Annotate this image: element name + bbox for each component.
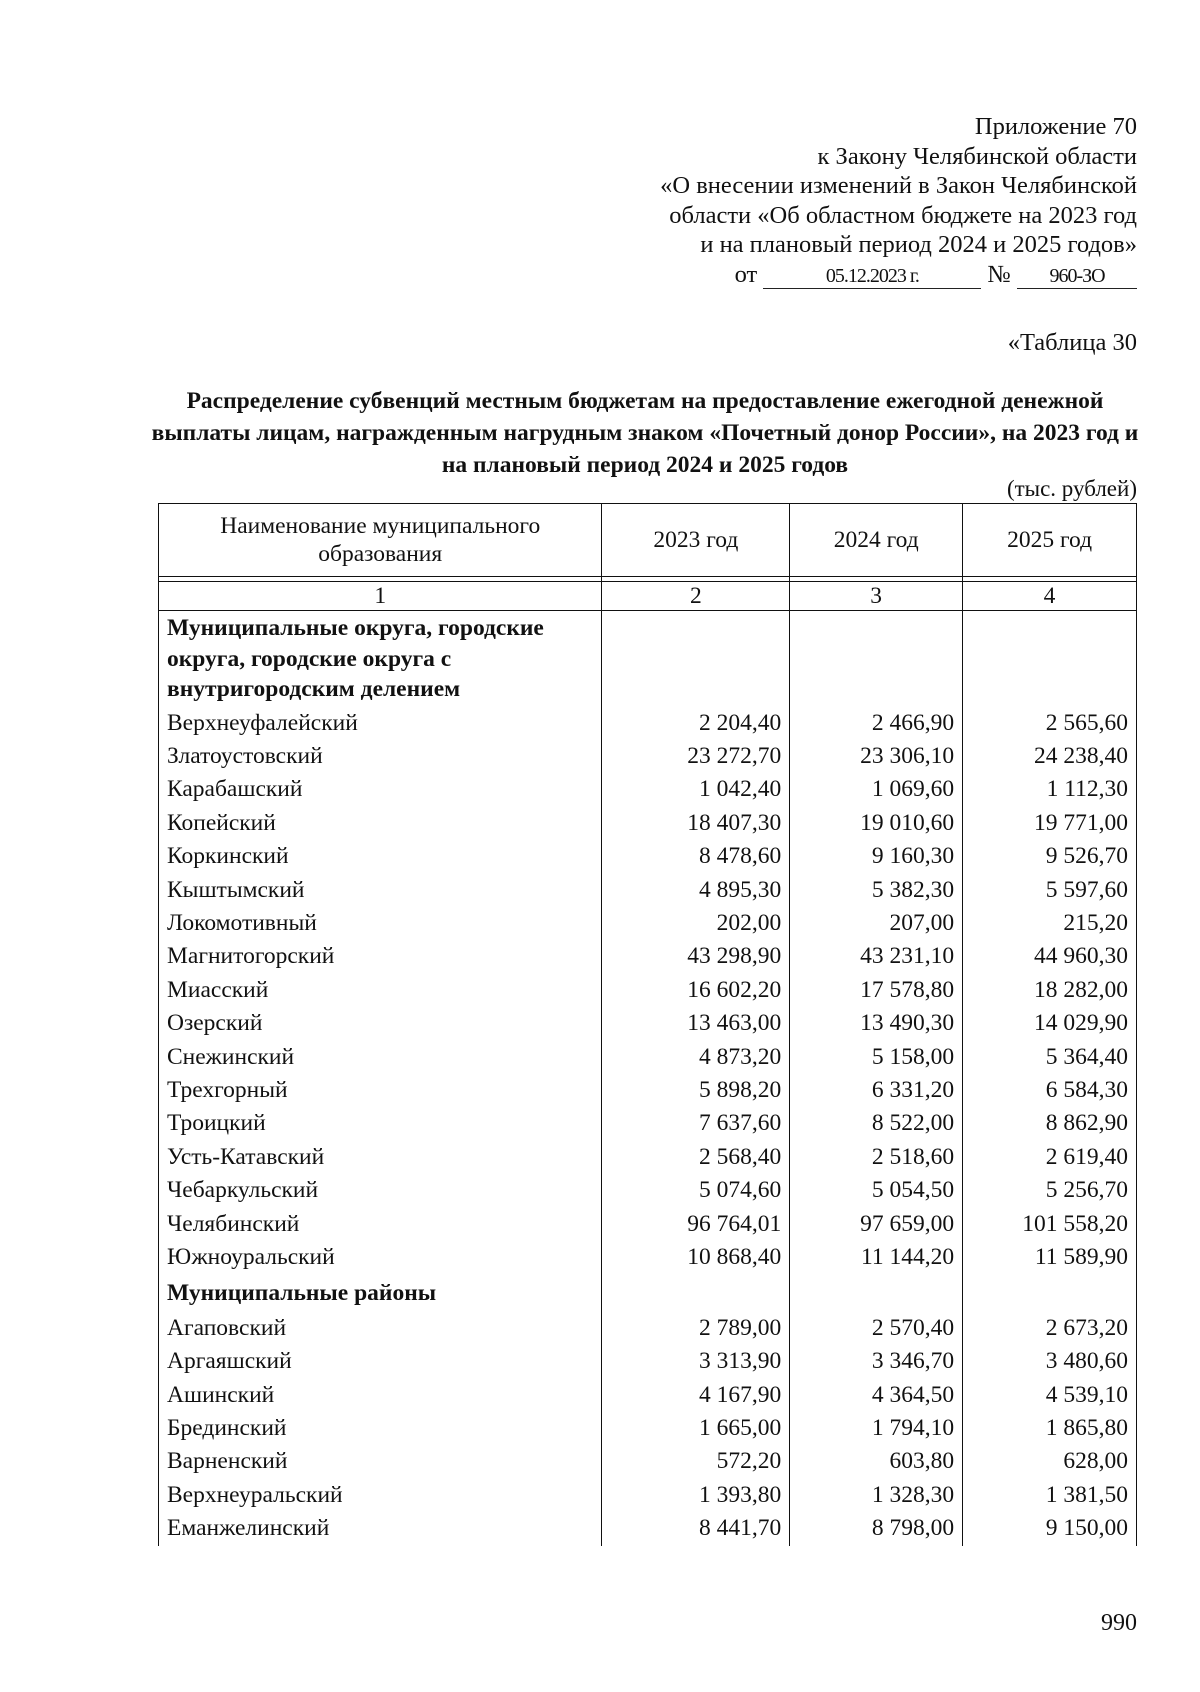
law-title-line-3: и на плановый период 2024 и 2025 годов» [700,231,1137,258]
value-2025: 5 364,40 [963,1041,1137,1074]
table-row [159,1512,1137,1545]
document-title: Распределение субвенций местным бюджетам на предоставление ежегодной денежной выплаты лицам, награжденным нагрудным знаком «Почетный донор России», на 2023 год и на плановый период 2024 и 2025 годов [151,388,1139,478]
value-2024: 3 346,70 [790,1345,963,1378]
municipality-name: Муниципальные округа, городские округа, городские округа с внутригородским делением [159,611,602,707]
municipality-name: Магнитогорский [159,940,602,973]
table-row [159,874,1137,907]
value-2023: 18 407,30 [602,807,790,840]
municipality-name: Верхнеуральский [159,1479,602,1512]
municipality-name: Кыштымский [159,874,602,907]
value-2023: 4 895,30 [602,874,790,907]
municipality-name: Муниципальные районы [159,1274,602,1311]
municipality-name: Усть-Катавский [159,1141,602,1174]
municipality-name: Ашинский [159,1379,602,1412]
section-row [159,1274,1137,1311]
table-row [159,1241,1137,1274]
value-2023: 1 393,80 [602,1479,790,1512]
value-2023: 43 298,90 [602,940,790,973]
value-2025: 2 673,20 [963,1312,1137,1345]
value-2025: 1 865,80 [963,1412,1137,1445]
value-2024: 1 328,30 [790,1479,963,1512]
value-2025: 4 539,10 [963,1379,1137,1412]
table-row [159,1412,1137,1445]
value-2024: 43 231,10 [790,940,963,973]
value-2024: 603,80 [790,1445,963,1478]
header-2024: 2024 год [790,504,963,577]
municipality-name: Еманжелинский [159,1512,602,1545]
header-2025: 2025 год [963,504,1137,577]
value-2025: 3 480,60 [963,1345,1137,1378]
municipality-name: Брединский [159,1412,602,1445]
table-row [159,807,1137,840]
value-2023: 1 665,00 [602,1412,790,1445]
value-2025: 9 150,00 [963,1512,1137,1545]
municipality-name: Варненский [159,1445,602,1478]
table-row [159,1312,1137,1345]
law-title-line-1: «О внесении изменений в Закон Челябинской [660,172,1137,199]
value-2024: 5 054,50 [790,1174,963,1207]
value-2024: 5 382,30 [790,874,963,907]
value-2025: 8 862,90 [963,1107,1137,1140]
table-row [159,1107,1137,1140]
value-2023 [602,611,790,707]
value-2025: 628,00 [963,1445,1137,1478]
table-row [159,840,1137,873]
column-number: 3 [790,582,963,611]
value-2024 [790,611,963,707]
value-2024: 8 798,00 [790,1512,963,1545]
value-2024: 2 518,60 [790,1141,963,1174]
value-2023: 572,20 [602,1445,790,1478]
value-2023: 5 074,60 [602,1174,790,1207]
value-2025: 6 584,30 [963,1074,1137,1107]
column-number: 4 [963,582,1137,611]
law-number: 960-ЗО [1017,264,1137,289]
value-2024: 4 364,50 [790,1379,963,1412]
value-2024: 207,00 [790,907,963,940]
value-2023: 16 602,20 [602,974,790,1007]
municipality-name: Коркинский [159,840,602,873]
value-2025: 14 029,90 [963,1007,1137,1040]
table-row [159,1479,1137,1512]
table-row [159,1074,1137,1107]
table-row [159,1174,1137,1207]
table-row [159,907,1137,940]
value-2024 [790,1274,963,1311]
section-row [159,611,1137,707]
value-2024: 17 578,80 [790,974,963,1007]
municipality-name: Чебаркульский [159,1174,602,1207]
value-2025: 44 960,30 [963,940,1137,973]
value-2024: 2 466,90 [790,707,963,740]
subventions-table [158,503,1137,1546]
from-label: от [734,260,758,288]
municipality-name: Снежинский [159,1041,602,1074]
municipality-name: Челябинский [159,1208,602,1241]
municipality-name: Карабашский [159,773,602,806]
value-2025: 215,20 [963,907,1137,940]
value-2025: 24 238,40 [963,740,1137,773]
value-2025 [963,1274,1137,1311]
value-2025: 2 565,60 [963,707,1137,740]
value-2025: 11 589,90 [963,1241,1137,1274]
table-row [159,773,1137,806]
table-row [159,707,1137,740]
value-2023: 4 167,90 [602,1379,790,1412]
value-2024: 5 158,00 [790,1041,963,1074]
municipality-name: Троицкий [159,1107,602,1140]
value-2023: 3 313,90 [602,1345,790,1378]
municipality-name: Верхнеуфалейский [159,707,602,740]
value-2023 [602,1274,790,1311]
value-2023: 8 441,70 [602,1512,790,1545]
table-row [159,1379,1137,1412]
value-2024: 11 144,20 [790,1241,963,1274]
value-2025: 2 619,40 [963,1141,1137,1174]
value-2025 [963,611,1137,707]
table-row [159,1041,1137,1074]
value-2025: 5 256,70 [963,1174,1137,1207]
value-2023: 2 789,00 [602,1312,790,1345]
page-number: 990 [1101,1610,1137,1636]
table-label: «Таблица 30 [1007,329,1137,356]
value-2023: 2 568,40 [602,1141,790,1174]
municipality-name: Копейский [159,807,602,840]
value-2023: 10 868,40 [602,1241,790,1274]
value-2024: 1 794,10 [790,1412,963,1445]
header-municipality: Наименование муниципального образования [159,504,602,577]
value-2023: 4 873,20 [602,1041,790,1074]
value-2025: 5 597,60 [963,874,1137,907]
law-date-number-line [537,260,1137,290]
table-row [159,974,1137,1007]
value-2023: 1 042,40 [602,773,790,806]
value-2023: 8 478,60 [602,840,790,873]
value-2023: 5 898,20 [602,1074,790,1107]
table-row [159,1007,1137,1040]
value-2023: 7 637,60 [602,1107,790,1140]
value-2024: 13 490,30 [790,1007,963,1040]
value-2024: 19 010,60 [790,807,963,840]
table-row [159,1208,1137,1241]
value-2024: 2 570,40 [790,1312,963,1345]
table-body [159,611,1137,1546]
column-number: 2 [602,582,790,611]
appendix-number: Приложение 70 [974,113,1137,140]
value-2025: 9 526,70 [963,840,1137,873]
municipality-name: Златоустовский [159,740,602,773]
value-2025: 19 771,00 [963,807,1137,840]
value-2023: 13 463,00 [602,1007,790,1040]
column-number-row [159,582,1137,611]
value-2025: 1 381,50 [963,1479,1137,1512]
table-header-row [159,504,1137,577]
number-label: № [987,260,1011,288]
law-reference: к Закону Челябинской области [817,142,1137,170]
document-header [537,112,1137,289]
municipality-name: Локомотивный [159,907,602,940]
value-2024: 97 659,00 [790,1208,963,1241]
value-2025: 18 282,00 [963,974,1137,1007]
table-row [159,740,1137,773]
municipality-name: Трехгорный [159,1074,602,1107]
law-date: 05.12.2023 г. [763,264,981,289]
units-label: (тыс. рублей) [1006,476,1137,501]
table-row [159,1445,1137,1478]
value-2024: 6 331,20 [790,1074,963,1107]
value-2024: 8 522,00 [790,1107,963,1140]
value-2023: 202,00 [602,907,790,940]
municipality-name: Миасский [159,974,602,1007]
municipality-name: Озерский [159,1007,602,1040]
value-2025: 1 112,30 [963,773,1137,806]
value-2024: 23 306,10 [790,740,963,773]
value-2023: 2 204,40 [602,707,790,740]
table-row [159,1345,1137,1378]
municipality-name: Южноуральский [159,1241,602,1274]
table-row [159,1141,1137,1174]
table-row [159,940,1137,973]
value-2023: 96 764,01 [602,1208,790,1241]
value-2023: 23 272,70 [602,740,790,773]
value-2025: 101 558,20 [963,1208,1137,1241]
law-title-line-2: области «Об областном бюджете на 2023 год [669,201,1137,229]
column-number: 1 [159,582,602,611]
municipality-name: Агаповский [159,1312,602,1345]
value-2024: 9 160,30 [790,840,963,873]
municipality-name: Аргаяшский [159,1345,602,1378]
header-2023: 2023 год [602,504,790,577]
value-2024: 1 069,60 [790,773,963,806]
